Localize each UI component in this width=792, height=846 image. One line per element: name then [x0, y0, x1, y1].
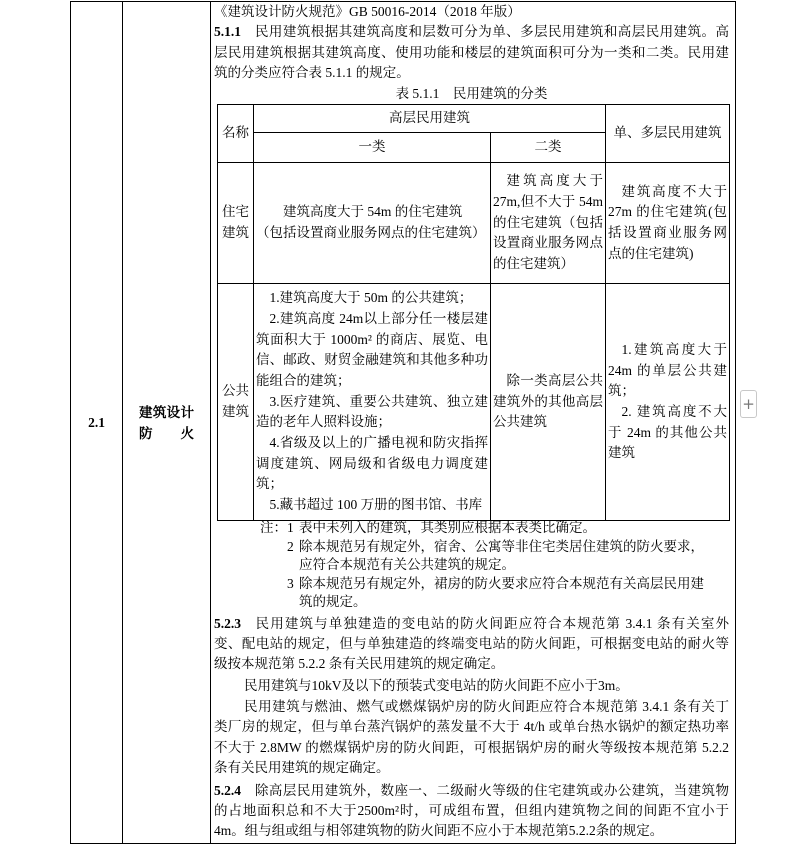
notes-label: 注：	[260, 520, 287, 535]
clause-line	[214, 22, 729, 43]
clause-number: 5.2.3	[214, 616, 241, 631]
note-number: 2	[287, 538, 294, 554]
clause-number: 5.2.4	[214, 783, 241, 798]
plus-icon: +	[742, 395, 755, 413]
note-line: 表中未列入的建筑，其类别应根据本表类比确定。	[299, 520, 596, 535]
clause-line: 变、配电站的规定，但与单独建造的终端变电站的防火间距，可根据变电站的耐火等	[214, 636, 729, 652]
section-number-cell	[71, 2, 122, 843]
section-title	[139, 402, 194, 444]
clause-text: 民用建筑根据其建筑高度和层数可分为单、多层民用建筑和高层民用建筑。高	[254, 24, 729, 39]
section-title-line: 建筑设计	[139, 404, 194, 420]
clause-number: 5.1.1	[214, 24, 241, 39]
note-line: 筑的规定。	[299, 594, 367, 610]
clause-line: 4m。组与组或组与相邻建筑物的防火间距不应小于本规范第5.2.2条的规定。	[214, 823, 664, 839]
clause-5-2-4	[214, 781, 729, 842]
table-row-public	[218, 284, 730, 521]
note-item	[287, 575, 730, 612]
clause-5-2-3-supplement	[214, 676, 729, 779]
clause-line: 筑的分类应符合表 5.1.1 的规定。	[214, 65, 410, 81]
list-item: 2. 建筑高度不大于 24m 的其他公共建筑	[608, 404, 727, 461]
list-item: 5.藏书超过 100 万册的图书馆、书库	[269, 497, 483, 513]
list-item: 4.省级及以上的广播电视和防灾指挥调度建筑、网局级和省级电力调度建筑；	[256, 435, 488, 492]
source-title: 《建筑设计防火规范》GB 50016-2014（2018 年版）	[214, 4, 521, 19]
section-title-line: 防 火	[139, 425, 194, 441]
note-text	[299, 538, 704, 575]
table-caption: 表 5.1.1 民用建筑的分类	[395, 86, 548, 101]
clause-text: 民用建筑与单独建造的变电站的防火间距应符合本规范第 3.4.1 条有关室外	[254, 616, 729, 631]
header-class-1: 一类	[254, 133, 491, 163]
boiler-paragraph-line: 不大于 2.8MW 的燃煤锅炉房的防火间距，可根据锅炉房的耐火等级按本规范第 5.2.2	[214, 739, 729, 755]
note-item	[260, 519, 730, 538]
clause-line: 的占地面积总和不大于2500m²时，可成组布置，但组内建筑物之间的间距不宜小于	[214, 803, 729, 819]
clause-text: 除高层民用建筑外，数座一、二级耐火等级的住宅建筑或办公建筑，当建筑物	[254, 783, 729, 798]
public-class-2: 除一类高层公共建筑外的其他高层公共建筑	[491, 284, 606, 521]
header-low-rise: 单、多层民用建筑	[606, 105, 730, 163]
header-name: 名称	[218, 105, 254, 163]
note-item	[287, 538, 730, 575]
boiler-paragraph-line: 条有关民用建筑的规定确定。	[214, 760, 390, 776]
note-line: 除本规范另有规定外，裙房的防火要求应符合本规范有关高层民用建	[299, 575, 704, 591]
public-low-rise	[606, 284, 730, 521]
list-item: 1.建筑高度大于24m 的单层公共建筑；	[608, 341, 727, 399]
note-line: 应符合本规范有关公共建筑的规定。	[299, 557, 515, 573]
clause-line: 级按本规范第 5.2.2 条有关民用建筑的规定确定。	[214, 656, 505, 672]
substation-paragraph: 民用建筑与10kV及以下的预装式变电站的防火间距不应小于3m。	[244, 678, 629, 693]
section-title-cell	[123, 2, 210, 843]
boiler-paragraph-line: 民用建筑与燃油、燃气或燃煤锅炉房的防火间距应符合本规范第 3.4.1 条有关丁	[244, 698, 729, 714]
note-number: 1	[287, 520, 294, 535]
residential-low-rise: 建筑高度不大于27m 的住宅建筑(包括设置商业服务网点的住宅建筑)	[606, 163, 730, 284]
clause-5-2-3	[214, 614, 729, 675]
table-notes	[260, 519, 730, 612]
header-class-2: 二类	[491, 133, 606, 163]
note-number: 3	[287, 575, 294, 591]
row-name-public: 公共建筑	[218, 284, 254, 521]
note-line: 除本规范另有规定外，宿舍、公寓等非住宅类居住建筑的防火要求，	[299, 538, 704, 554]
expand-button[interactable]	[740, 390, 757, 418]
note-text	[299, 575, 704, 612]
list-item: 3.医疗建筑、重要公共建筑、独立建造的老年人照料设施；	[256, 393, 488, 430]
section-number: 2.1	[88, 414, 105, 430]
note-text	[299, 519, 596, 538]
clause-line: 层民用建筑根据其建筑高度、使用功能和楼层的建筑面积可分为一类和二类。民用建	[214, 44, 729, 60]
public-class-1	[254, 284, 491, 521]
clause-5-1-1	[214, 22, 729, 84]
list-item: 1.建筑高度大于 50m 的公共建筑；	[269, 290, 473, 306]
classification-table-wrapper	[217, 104, 729, 520]
table-row-residential	[218, 163, 730, 284]
clause-line	[214, 614, 729, 634]
residential-class-2: 建筑高度大于27m,但不大于 54m 的住宅建筑（包括设置商业服务网点的住宅建筑）	[491, 163, 606, 284]
row-name-residential: 住宅建筑	[218, 163, 254, 284]
list-item: 2.建筑高度 24m以上部分任一楼层建筑面积大于 1000m² 的商店、展览、电信、邮政、财贸金融建筑和其他多种功能组合的建筑；	[256, 310, 488, 388]
residential-class-1: 建筑高度大于 54m 的住宅建筑 （包括设置商业服务网点的住宅建筑）	[254, 163, 491, 284]
column-divider	[210, 1, 211, 844]
clause-line	[214, 781, 729, 801]
boiler-paragraph-line: 类厂房的规定，但与单台蒸汽锅炉的蒸发量不大于 4t/h 或单台热水锅炉的额定热功率	[214, 719, 729, 735]
table-header-row	[218, 105, 730, 133]
header-high-rise: 高层民用建筑	[254, 105, 606, 133]
classification-table	[217, 104, 730, 521]
